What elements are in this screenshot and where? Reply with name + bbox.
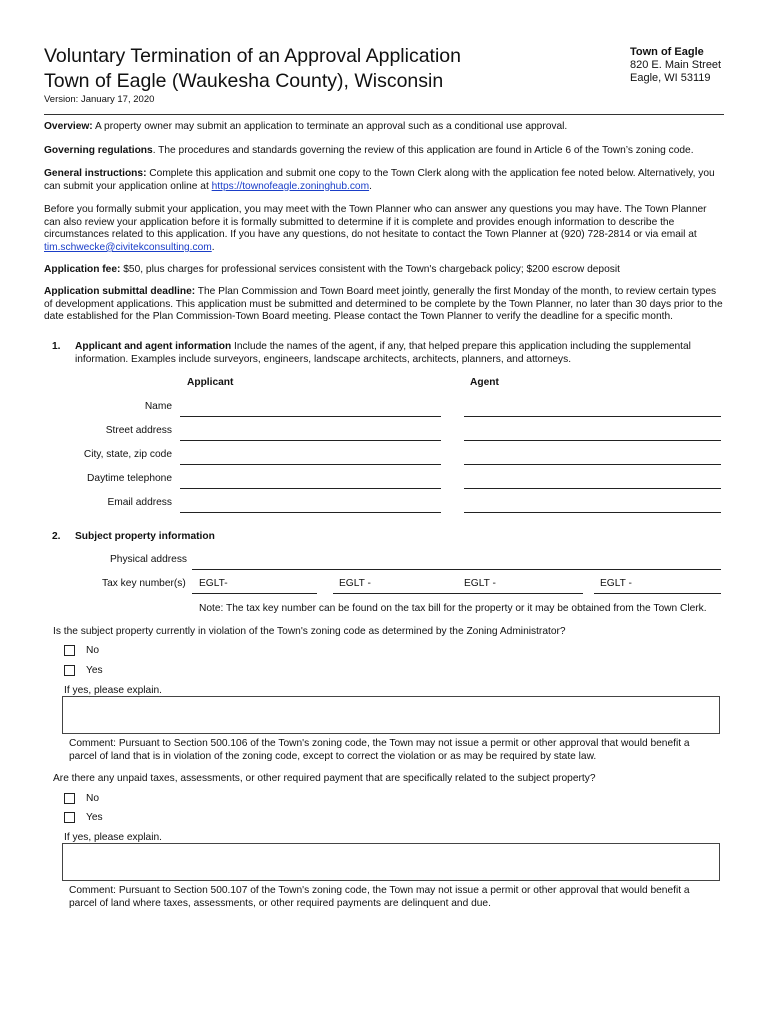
general-end: . xyxy=(369,180,372,192)
violation-yes-label: Yes xyxy=(86,665,103,676)
town-name: Town of Eagle xyxy=(630,46,704,58)
section-1-number: 1. xyxy=(52,341,61,352)
applicant-telephone-field[interactable] xyxy=(180,488,441,489)
violation-explain-label: If yes, please explain. xyxy=(64,685,162,696)
violation-explain-textbox[interactable] xyxy=(62,696,720,734)
town-city: Eagle, WI 53119 xyxy=(630,72,711,84)
planner-email-link[interactable]: tim.schwecke@civitekconsulting.com xyxy=(44,241,212,253)
before-end: . xyxy=(211,241,215,253)
daytime-telephone-label: Daytime telephone xyxy=(87,473,172,484)
section-1-text: Include the names of the agent, if any, that helped prepare this application including the supplemental information. Examples include surveyors, engineers, landscape architects, architects, planners, and attorneys. xyxy=(75,341,691,365)
applicant-name-field[interactable] xyxy=(180,416,441,417)
zoninghub-link[interactable]: https://townofeagle.zoninghub.com xyxy=(211,180,370,192)
general-label: General instructions: xyxy=(44,168,147,179)
general-instructions-paragraph xyxy=(44,168,724,193)
tax-key-prefix-3: EGLT - xyxy=(464,578,496,589)
tax-key-prefix-4: EGLT - xyxy=(600,578,632,589)
tax-key-field-3[interactable] xyxy=(458,593,583,594)
general-text: Complete this application and submit one copy to the Town Clerk along with the application fee noted below. Alternatively, you can submit your application online at xyxy=(44,168,715,192)
town-street: 820 E. Main Street xyxy=(630,59,722,71)
physical-address-label: Physical address xyxy=(110,554,188,565)
violation-no-checkbox[interactable] xyxy=(64,645,75,656)
agent-city-field[interactable] xyxy=(464,464,721,465)
agent-name-field[interactable] xyxy=(464,416,721,417)
unpaid-explain-label: If yes, please explain. xyxy=(64,832,162,843)
violation-question: Is the subject property currently in violation of the Town's zoning code as determined by the Zoning Administrator? xyxy=(53,626,566,637)
section-1-intro xyxy=(75,341,720,366)
deadline-paragraph xyxy=(44,286,724,324)
unpaid-yes-checkbox[interactable] xyxy=(64,812,75,823)
applicant-email-field[interactable] xyxy=(180,512,441,513)
version-text: Version: January 17, 2020 xyxy=(44,94,155,105)
unpaid-taxes-question: Are there any unpaid taxes, assessments, or other required payment that are specifically related to the subject property? xyxy=(53,773,596,784)
overview-label: Overview: xyxy=(44,121,93,132)
unpaid-comment: Comment: Pursuant to Section 500.107 of the Town's zoning code, the Town may not issue a permit or other approval that would benefit a parcel of land where taxes, assessments, or other required payments are delinquent and due. xyxy=(69,885,690,909)
title-line-2: Town of Eagle (Waukesha County), Wisconsin xyxy=(44,70,444,92)
email-address-label: Email address xyxy=(107,497,172,508)
tax-key-prefix-2: EGLT - xyxy=(339,578,371,589)
unpaid-yes-label: Yes xyxy=(86,812,103,823)
section-1-heading: Applicant and agent information xyxy=(75,341,232,352)
agent-telephone-field[interactable] xyxy=(464,488,721,489)
physical-address-field[interactable] xyxy=(192,569,721,570)
tax-key-field-1[interactable] xyxy=(192,593,317,594)
tax-key-field-4[interactable] xyxy=(594,593,721,594)
tax-key-label: Tax key number(s) xyxy=(102,578,186,589)
deadline-label: Application submittal deadline: xyxy=(44,286,196,297)
name-label: Name xyxy=(144,401,172,412)
overview-text: A property owner may submit an application to terminate an approval such as a conditional use approval. xyxy=(92,121,568,132)
section-2-number: 2. xyxy=(52,531,61,542)
governing-label: Governing regulations xyxy=(44,145,153,156)
header-divider xyxy=(44,114,724,115)
street-address-label: Street address xyxy=(105,425,172,436)
town-address xyxy=(630,46,721,85)
applicant-city-field[interactable] xyxy=(180,464,441,465)
tax-key-field-2[interactable] xyxy=(333,593,458,594)
tax-key-note: Note: The tax key number can be found on the tax bill for the property or it may be obtained from the Town Clerk. xyxy=(199,603,707,614)
section-2-heading: Subject property information xyxy=(75,531,215,542)
agent-column-header: Agent xyxy=(470,377,499,388)
unpaid-no-checkbox[interactable] xyxy=(64,793,75,804)
fee-paragraph xyxy=(44,264,724,277)
agent-email-field[interactable] xyxy=(464,512,721,513)
governing-text: . The procedures and standards governing the review of this application are found in Article 6 of the Town’s zoning code. xyxy=(152,145,694,156)
overview-paragraph xyxy=(44,121,724,134)
governing-paragraph xyxy=(44,145,724,158)
unpaid-explain-textbox[interactable] xyxy=(62,843,720,881)
city-state-zip-label: City, state, zip code xyxy=(83,449,172,460)
unpaid-no-label: No xyxy=(86,793,100,804)
violation-no-label: No xyxy=(86,645,100,656)
fee-label: Application fee: xyxy=(44,264,121,275)
applicant-street-field[interactable] xyxy=(180,440,441,441)
document-title xyxy=(44,44,461,94)
applicant-column-header: Applicant xyxy=(187,377,234,388)
agent-street-field[interactable] xyxy=(464,440,721,441)
before-text: Before you formally submit your application, you may meet with the Town Planner who can answer any questions you may have. The Town Planner can also review your application before it is formally submitted to determine if it is complete and provides enough information to describe the circumstances related to this application. If you have any questions, do not hesitate to contact the Town Planner at (920) 728-2814 or via email at xyxy=(44,204,707,241)
tax-key-prefix-1: EGLT- xyxy=(199,578,228,589)
before-submit-paragraph xyxy=(44,204,724,254)
violation-yes-checkbox[interactable] xyxy=(64,665,75,676)
title-line-1: Voluntary Termination of an Approval Application xyxy=(44,45,461,67)
fee-text: $50, plus charges for professional services consistent with the Town's chargeback policy; $200 escrow deposit xyxy=(120,264,620,275)
deadline-text: The Plan Commission and Town Board meet jointly, generally the first Monday of the month, to review certain types of development applications. This application must be submitted and determined to be complete by the Town Planner, no later than 30 days prior to the date established for the Plan Commission-Town Board meeting. Please contact the Town Planner to verify the deadline for a specific month. xyxy=(44,286,723,323)
violation-comment: Comment: Pursuant to Section 500.106 of the Town's zoning code, the Town may not issue a permit or other approval that would benefit a parcel of land that is in violation of the zoning code, except to correct the violation or as may be required by state law. xyxy=(69,738,690,762)
